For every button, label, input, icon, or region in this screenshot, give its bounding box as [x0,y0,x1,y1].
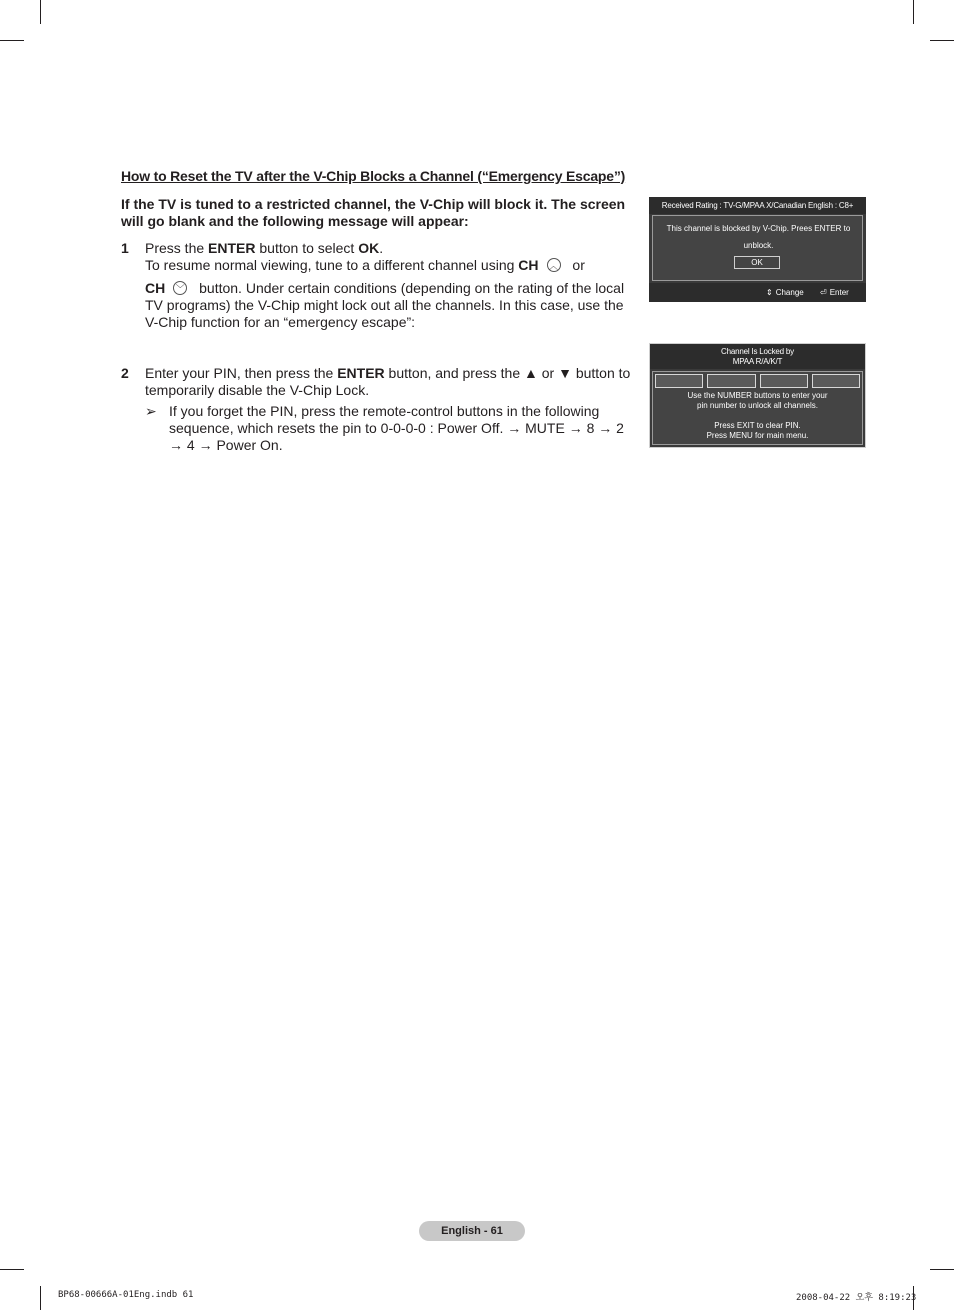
chevron-up-icon: ︿ [547,258,561,272]
crop-mark [930,1269,954,1270]
ch-keyword: CH [518,257,539,273]
channel-locked-header [650,344,865,369]
page-number-label: English - 61 [419,1221,525,1241]
pin-digit-field[interactable] [812,374,860,388]
file-slug: BP68-00666A-01Eng.indb 61 [58,1290,194,1300]
instruction-line: pin number to unlock all channels. [697,401,818,410]
instruction-line: Use the NUMBER buttons to enter your [687,391,828,400]
chevron-down-icon: ﹀ [173,281,187,295]
step-text: button to select [255,240,359,256]
header-line: Channel Is Locked by [721,347,794,356]
osd-footer [649,283,866,302]
note [145,403,637,454]
crop-mark [40,0,41,24]
crop-mark [0,40,24,41]
pin-panel [652,371,863,445]
header-line: MPAA R/A/K/T [732,357,783,366]
enter-hint [820,288,849,297]
block-message: This channel is blocked by V-Chip. Prees ENTER to unblock. [666,224,851,250]
enter-keyword: ENTER [208,240,256,256]
crop-mark [930,40,954,41]
step-text: Press the [145,240,209,256]
date-slug: 2008-04-22 오후 8:19:23 [796,1293,917,1303]
step-text: button. Under certain conditions (depending on the rating of the local TV programs) the V-Chip might lock out all the channels. In this case, use the V-Chip function for an “emergency escape”: [145,280,625,330]
ch-keyword: CH [145,280,166,296]
intro-text: If the TV is tuned to a restricted channel, the V-Chip will block it. The screen will go blank and the following message will appear: [121,196,626,229]
step-body [145,240,637,331]
ok-keyword: OK [358,240,380,256]
crop-mark [913,0,914,24]
instruction-line: Press MENU for main menu. [706,431,809,440]
step-body [145,365,637,454]
pin-digit-field[interactable] [707,374,755,388]
pin-digit-field[interactable] [760,374,808,388]
section-title: How to Reset the TV after the V-Chip Blocks a Channel (“Emergency Escape”) [121,168,626,184]
pin-digit-field[interactable] [655,374,703,388]
pin-instructions [653,391,862,441]
crop-mark [0,1269,24,1270]
step-text: or [568,257,585,273]
channel-locked-screen [649,343,866,448]
change-label: Change [775,288,804,297]
step-text: To resume normal viewing, tune to a different channel using [145,257,519,273]
step-text: Enter your PIN, then press the [145,365,338,381]
pin-fields [655,374,860,388]
step-number: 2 [121,365,129,381]
instruction-line: Press EXIT to clear PIN. [714,421,801,430]
note-text: If you forget the PIN, press the remote-control buttons in the following sequence, which resets the pin to 0-0-0-0 : Power Off. → MUTE → 8 → 2 → 4 → Power On. [169,403,624,453]
enter-label: Enter [829,288,849,297]
enter-keyword: ENTER [337,365,385,381]
change-hint [766,288,804,297]
crop-mark [40,1286,41,1310]
received-rating-header: Received Rating : TV-G/MPAA X/Canadian English : C8+ [649,197,866,214]
updown-icon: ⇕ [766,288,773,297]
note-arrow-icon: ➢ [145,403,157,419]
enter-icon: ⏎ [820,288,827,297]
step-text: button, and press the ▲ or ▼ button to temporarily disable the V-Chip Lock. [145,365,631,398]
step-number: 1 [121,240,129,256]
block-message-panel [652,215,863,281]
ok-button[interactable]: OK [734,256,780,269]
vchip-block-screen [649,197,866,302]
step-text: . [379,240,384,256]
